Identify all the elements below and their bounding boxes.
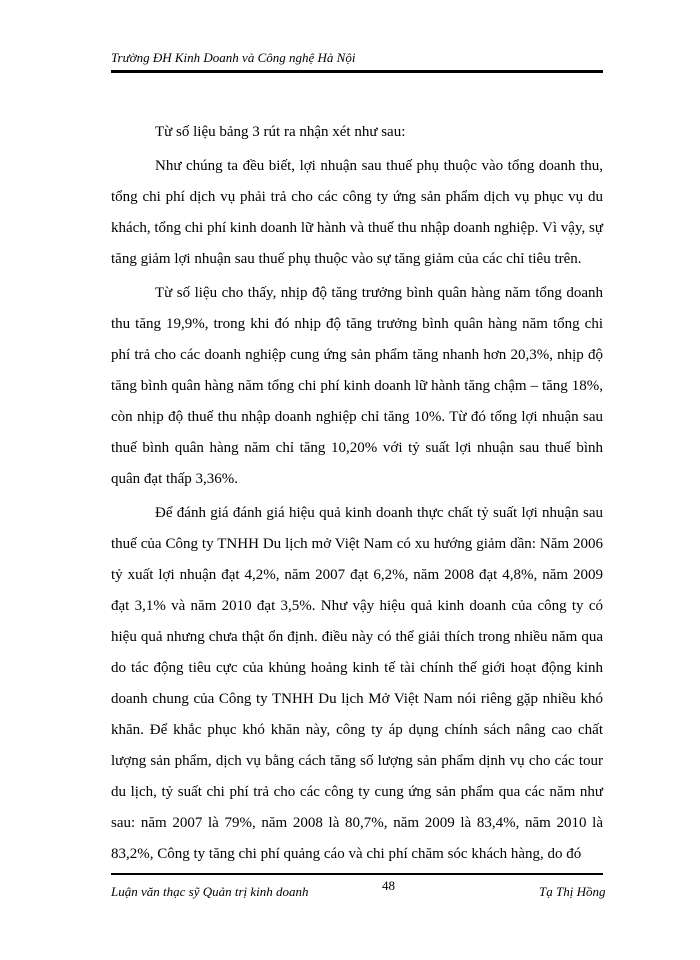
page-number: 48 bbox=[382, 878, 395, 893]
paragraph-intro: Từ số liệu bảng 3 rút ra nhận xét như sau: bbox=[155, 124, 406, 140]
paragraph-efficiency-assessment: Để đánh giá đánh giá hiệu quả kinh doanh thực chất tỷ suất lợi nhuận sau thuế của Công ty TNHH Du lịch mở Việt Nam có xu hướng giảm dần: Năm 2006 tỷ xuất lợi nhuận đạt 4,2%, năm 2007 đạt 6,2%, năm 2008 đạt 4,8%, năm 2009 đạt 3,1% và năm 2010 đạt 3,5%. Như vậy hiệu quả kinh doanh của công ty có hiệu quả nhưng chưa thật ổn định. điều này có thể giải thích trong nhiều năm qua do tác động tiêu cực của khủng hoảng kinh tế tài chính thế giới hoạt động kinh doanh chung của Công ty TNHH Du lịch Mở Việt Nam nói riêng gặp nhiều khó khăn. Để khắc phục khó khăn này, công ty áp dụng chính sách nâng cao chất lượng sản phẩm, dịch vụ bằng cách tăng số lượng sản phẩm dịnh vụ cho các tour du lịch, tỷ suất chi phí trả cho các công ty cung ứng sản phẩm qua các năm như sau: năm 2007 là 79%, năm 2008 là 80,7%, năm 2009 là 83,4%, năm 2010 là 83,2%, Công ty tăng chi phí quảng cáo và chi phí chăm sóc khách hàng, do đó bbox=[111, 505, 603, 862]
footer-divider bbox=[111, 873, 603, 875]
footer-author: Tạ Thị Hồng bbox=[539, 884, 606, 899]
footer-thesis-title: Luận văn thạc sỹ Quản trị kinh doanh bbox=[111, 884, 309, 899]
header-divider bbox=[111, 70, 603, 73]
document-body bbox=[111, 117, 603, 870]
paragraph-profit-factors: Như chúng ta đều biết, lợi nhuận sau thuế phụ thuộc vào tổng doanh thu, tổng chi phí dịch vụ phải trả cho các công ty ứng sản phẩm dịch vụ phục vụ du khách, tổng chi phí kinh doanh lữ hành và thuế thu nhập doanh nghiệp. Vì vậy, sự tăng giảm lợi nhuận sau thuế phụ thuộc vào sự tăng giảm của các chỉ tiêu trên. bbox=[111, 158, 603, 267]
paragraph-growth-rates: Từ số liệu cho thấy, nhịp độ tăng trưởng bình quân hàng năm tổng doanh thu tăng 19,9%, trong khi đó nhịp độ tăng trưởng bình quân hàng năm tổng chi phí trả cho các doanh nghiệp cung ứng sản phẩm tăng nhanh hơn 20,3%, nhịp độ tăng bình quân hàng năm tổng chi phí kinh doanh lữ hành tăng chậm – tăng 18%, còn nhịp độ thuế thu nhập doanh nghiệp chỉ tăng 10%. Từ đó tổng lợi nhuận sau thuế bình quân hàng năm chỉ tăng 10,20% với tỷ suất lợi nhuận sau thuế bình quân đạt thấp 3,36%. bbox=[111, 285, 603, 487]
page-header-institution: Trường ĐH Kinh Doanh và Công nghệ Hà Nội bbox=[111, 50, 356, 65]
